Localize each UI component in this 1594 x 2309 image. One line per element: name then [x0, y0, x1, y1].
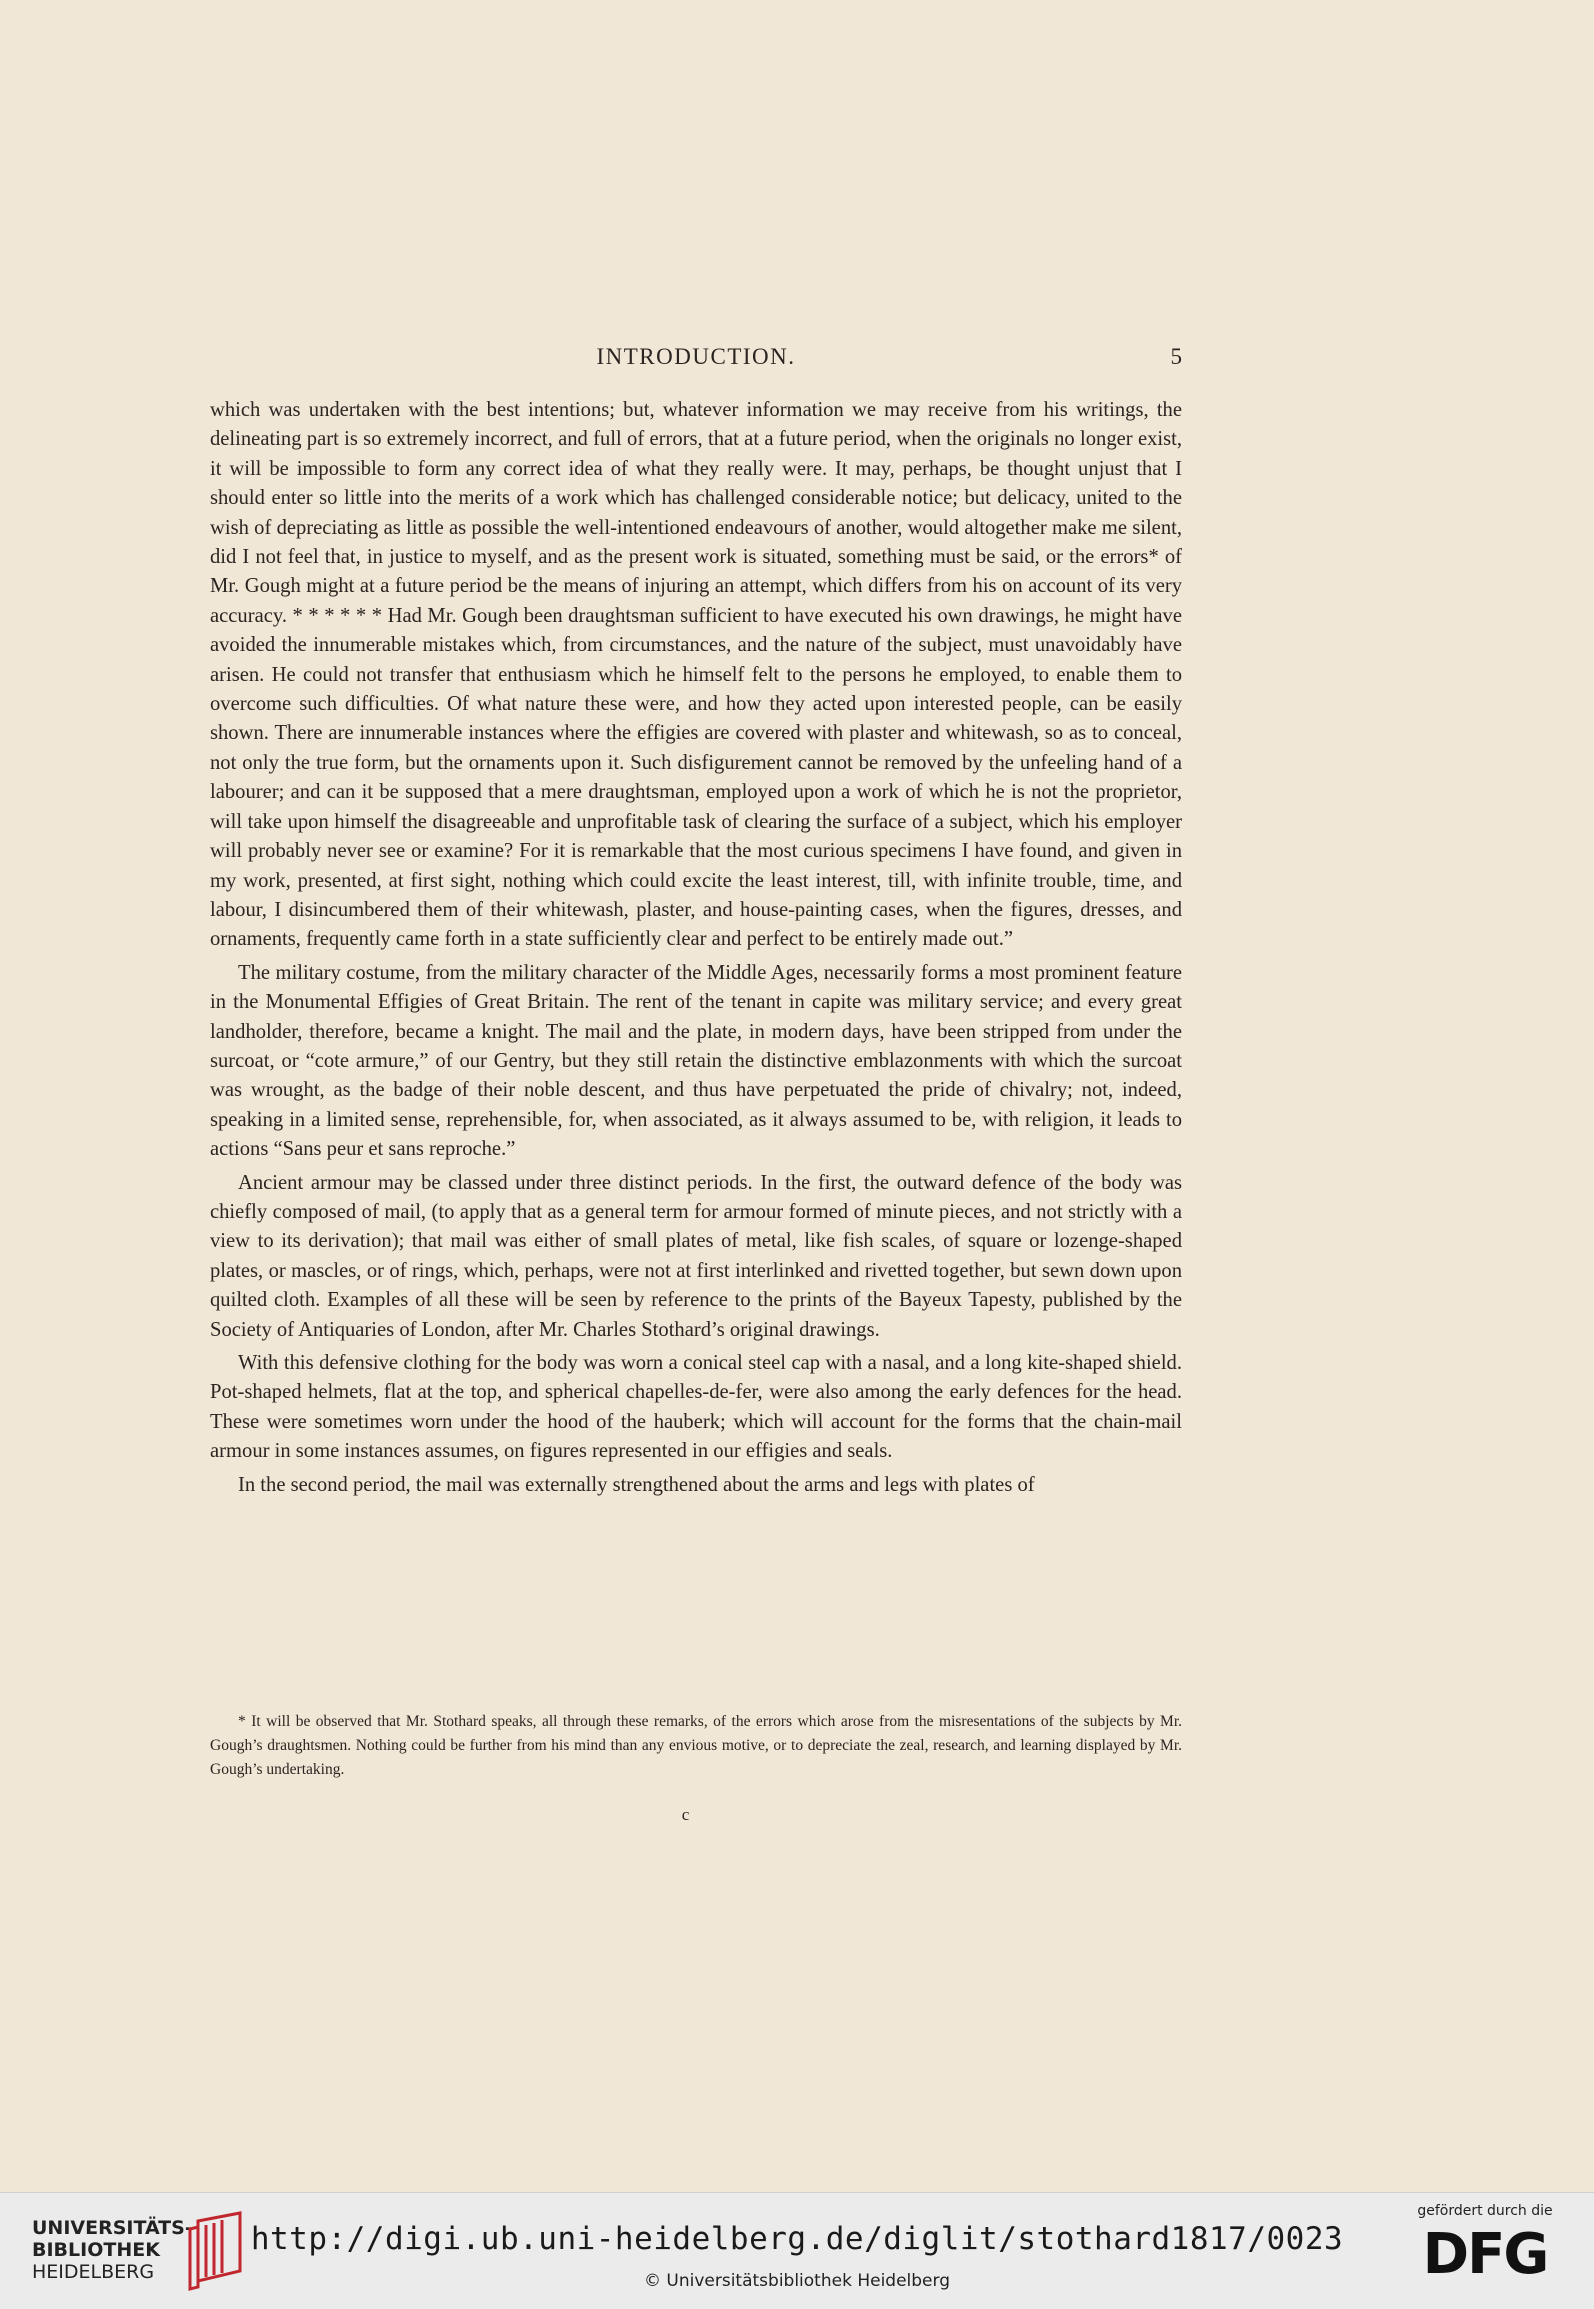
library-line-2: BIBLIOTHEK [32, 2239, 160, 2261]
paragraph: which was undertaken with the best intentions; but, whatever information we may receive from his writings, the delineating part is so extremely incorrect, and full of errors, that at a future period, when the originals no longer exist, it will be impossible to form any correct idea of what they really were. It may, perhaps, be thought unjust that I should enter so little into the merits of a work which has challenged considerable notice; but delicacy, united to the wish of depreciating as little as possible the well-intentioned endeavours of another, would altogether make me silent, did I not feel that, in justice to myself, and as the present work is situated, something must be said, or the errors* of Mr. Gough might at a future period be the means of injuring an attempt, which differs from his on account of its very accuracy. * * * * * * Had Mr. Gough been draughtsman sufficient to have executed his own drawings, he might have avoided the innumerable mistakes which, from circumstances, and the nature of the subject, must unavoidably have arisen. He could not transfer that enthusiasm which he himself felt to the persons he employed, to enable them to overcome such difficulties. Of what nature these were, and how they acted upon interested people, can be easily shown. There are innumerable instances where the effigies are covered with plaster and whitewash, so as to conceal, not only the true form, but the ornaments upon it. Such disfigurement cannot be removed by the unfeeling hand of a labourer; and can it be supposed that a mere draughtsman, employed upon a work of which he is not the proprietor, will take upon himself the disagreeable and unprofitable task of clearing the surface of a subject, which his employer will probably never see or examine? For it is remarkable that the most curious specimens I have found, and given in my work, presented, at first sight, nothing which could excite the least interest, till, with infinite trouble, time, and labour, I disincumbered them of their whitewash, plaster, and house-painting cases, when the figures, dresses, and ornaments, frequently came forth in a state sufficiently clear and perfect to be entirely made out.” [210, 399, 1182, 951]
paragraph: Ancient armour may be classed under three distinct periods. In the first, the outward defence of the body was chiefly composed of mail, (to apply that as a general term for armour formed of minute pieces, and not strictly with a view to its derivation); that mail was either of small plates of metal, like fish scales, of square or lozenge-shaped plates, or mascles, or of rings, which, perhaps, were not at first interlinked and rivetted together, but sewn down upon quilted cloth. Examples of all these will be seen by reference to the prints of the Bayeux Tapesty, published by the Society of Antiquaries of London, after Mr. Charles Stothard’s original drawings. [210, 1171, 1182, 1341]
footnote-text: * It will be observed that Mr. Stothard speaks, all through these remarks, of the errors which arose from the misresentations of the subjects by Mr. Gough’s draughtsmen. Nothing could be further from his mind than any envious motive, or to depreciate the zeal, research, and learning displayed by Mr. Gough’s undertaking. [210, 1713, 1182, 1778]
funder-logo[interactable] [1410, 2203, 1560, 2285]
paragraph: In the second period, the mail was externally strengthened about the arms and legs with plates of [238, 1473, 1035, 1496]
running-head [210, 344, 1182, 376]
signature-mark: c [681, 1805, 691, 1824]
body-text [210, 396, 1182, 1504]
dfg-logo-icon: DFG [1422, 2222, 1548, 2287]
running-title: INTRODUCTION. [596, 344, 796, 369]
permalink-url[interactable]: http://digi.ub.uni-heidelberg.de/diglit/stothard1817/0023 [250, 2221, 1344, 2257]
funder-caption: gefördert durch die [1417, 2203, 1553, 2219]
copyright-notice: © Universitätsbibliothek Heidelberg [643, 2271, 950, 2291]
library-line-1: UNIVERSITÄTS- [32, 2217, 193, 2239]
library-line-3: HEIDELBERG [32, 2261, 155, 2283]
viewer-footer [0, 2192, 1594, 2309]
footnote [210, 1710, 1182, 1782]
paragraph: With this defensive clothing for the body was worn a conical steel cap with a nasal, and a long kite-shaped shield. Pot-shaped helmets, flat at the top, and spherical chapelles-de-fer, were also among the early defences for the head. These were sometimes worn under the hood of the hauberk; which will account for the forms that the chain-mail armour in some instances assumes, on figures represented in our effigies and seals. [210, 1352, 1182, 1463]
page-number: 5 [1170, 344, 1182, 369]
paragraph: The military costume, from the military character of the Middle Ages, necessarily forms a most prominent feature in the Monumental Effigies of Great Britain. The rent of the tenant in capite was military service; and every great landholder, therefore, became a knight. The mail and the plate, in modern days, have been stripped from under the surcoat, or “cote armure,” of our Gentry, but they still retain the distinctive emblazonments with which the surcoat was wrought, as the badge of their noble descent, and thus have perpetuated the pride of chivalry; not, indeed, speaking in a limited sense, reprehensible, for, when associated, as it always assumed to be, with religion, it leads to actions “Sans peur et sans reproche.” [210, 961, 1182, 1161]
